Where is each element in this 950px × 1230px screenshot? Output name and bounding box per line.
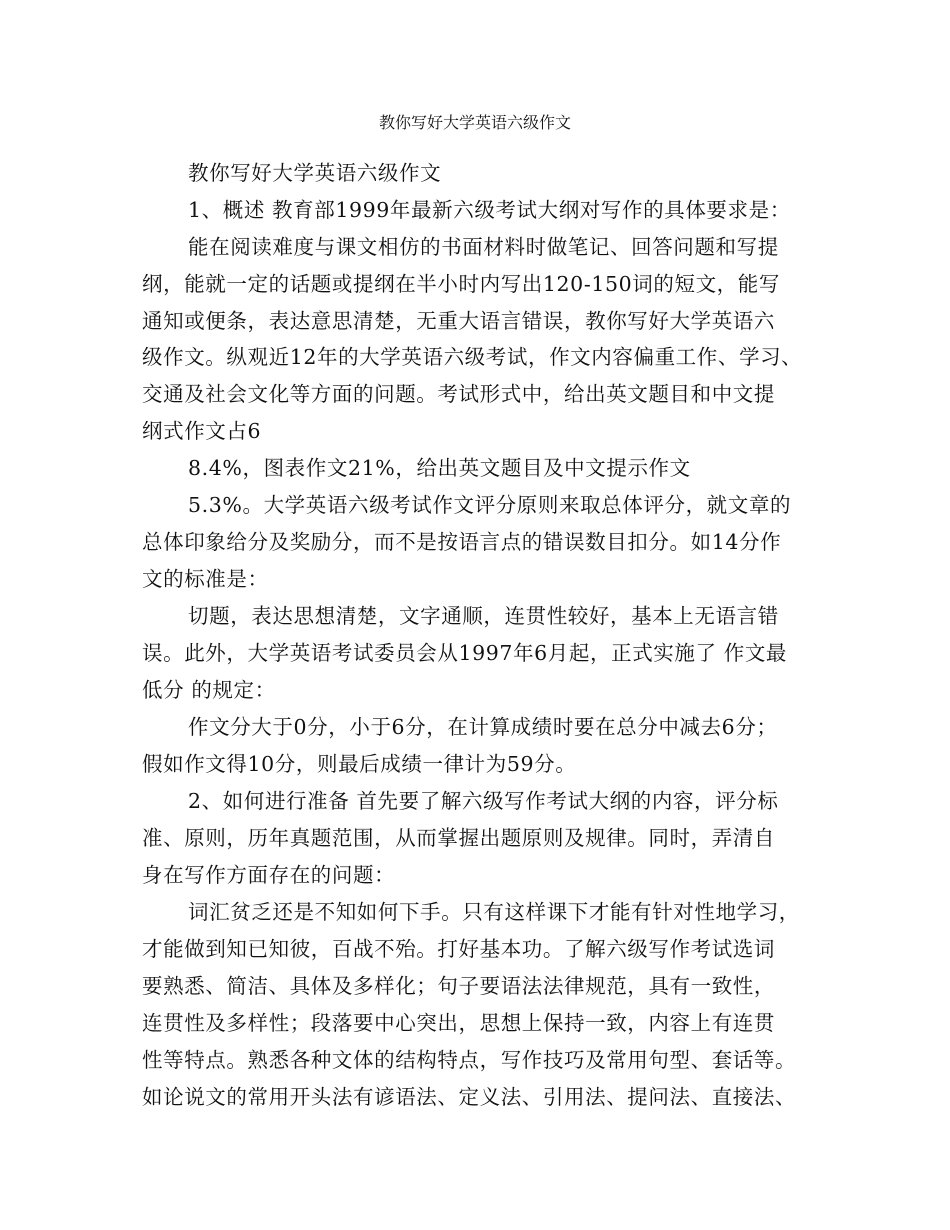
- page-header-title: 教你写好大学英语六级作文: [378, 113, 571, 132]
- body-line: 教你写好大学英语六级作文: [188, 161, 442, 185]
- body-line: 要熟悉、简洁、具体及多样化；句子要语法法律规范，具有一致性，: [142, 974, 775, 998]
- body-line: 连贯性及多样性；段落要中心突出，思想上保持一致，内容上有连贯: [142, 1011, 775, 1035]
- body-line: 5.3%。大学英语六级考试作文评分原则来取总体评分，就文章的: [188, 493, 792, 517]
- body-line: 级作文。纵观近12年的大学英语六级考试，作文内容偏重工作、学习、: [142, 345, 803, 369]
- body-line: 如论说文的常用开头法有谚语法、定义法、引用法、提问法、直接法、: [142, 1085, 797, 1109]
- body-line: 作文分大于0分，小于6分，在计算成绩时要在总分中减去6分；: [188, 715, 778, 739]
- body-line: 能在阅读难度与课文相仿的书面材料时做笔记、回答问题和写提: [188, 235, 779, 259]
- body-line: 准、原则，历年真题范围，从而掌握出题原则及规律。同时，弄清自: [142, 826, 775, 850]
- body-line: 8.4%，图表作文21%，给出英文题目及中文提示作文: [188, 456, 691, 480]
- body-line: 词汇贫乏还是不知如何下手。只有这样课下才能有针对性地学习，: [188, 900, 800, 924]
- body-line: 假如作文得10分，则最后成绩一律计为59分。: [142, 752, 577, 776]
- body-line: 误。此外，大学英语考试委员会从1997年6月起，正式实施了 作文最: [142, 641, 788, 665]
- body-line: 性等特点。熟悉各种文体的结构特点，写作技巧及常用句型、套话等。: [142, 1048, 797, 1072]
- body-line: 2、如何进行准备 首先要了解六级写作考试大纲的内容，评分标: [188, 789, 779, 813]
- body-line: 纲式作文占6: [142, 419, 262, 443]
- body-line: 才能做到知已知彼，百战不殆。打好基本功。了解六级写作考试选词: [142, 937, 775, 961]
- body-line: 低分 的规定：: [142, 678, 276, 702]
- body-line: 总体印象给分及奖励分，而不是按语言点的错误数目扣分。如14分作: [142, 530, 782, 554]
- body-line: 纲，能就一定的话题或提纲在半小时内写出120-150词的短文，能写: [142, 272, 780, 296]
- body-line: 身在写作方面存在的问题：: [142, 863, 396, 887]
- body-line: 切题，表达思想清楚，文字通顺，连贯性较好，基本上无语言错: [188, 604, 779, 628]
- body-line: 通知或便条，表达意思清楚，无重大语言错误，教你写好大学英语六: [142, 309, 775, 333]
- body-line: 文的标准是：: [142, 567, 269, 591]
- body-line: 交通及社会文化等方面的问题。考试形式中，给出英文题目和中文提: [142, 382, 775, 406]
- body-line: 1、概述 教育部1999年最新六级考试大纲对写作的具体要求是：: [188, 198, 791, 222]
